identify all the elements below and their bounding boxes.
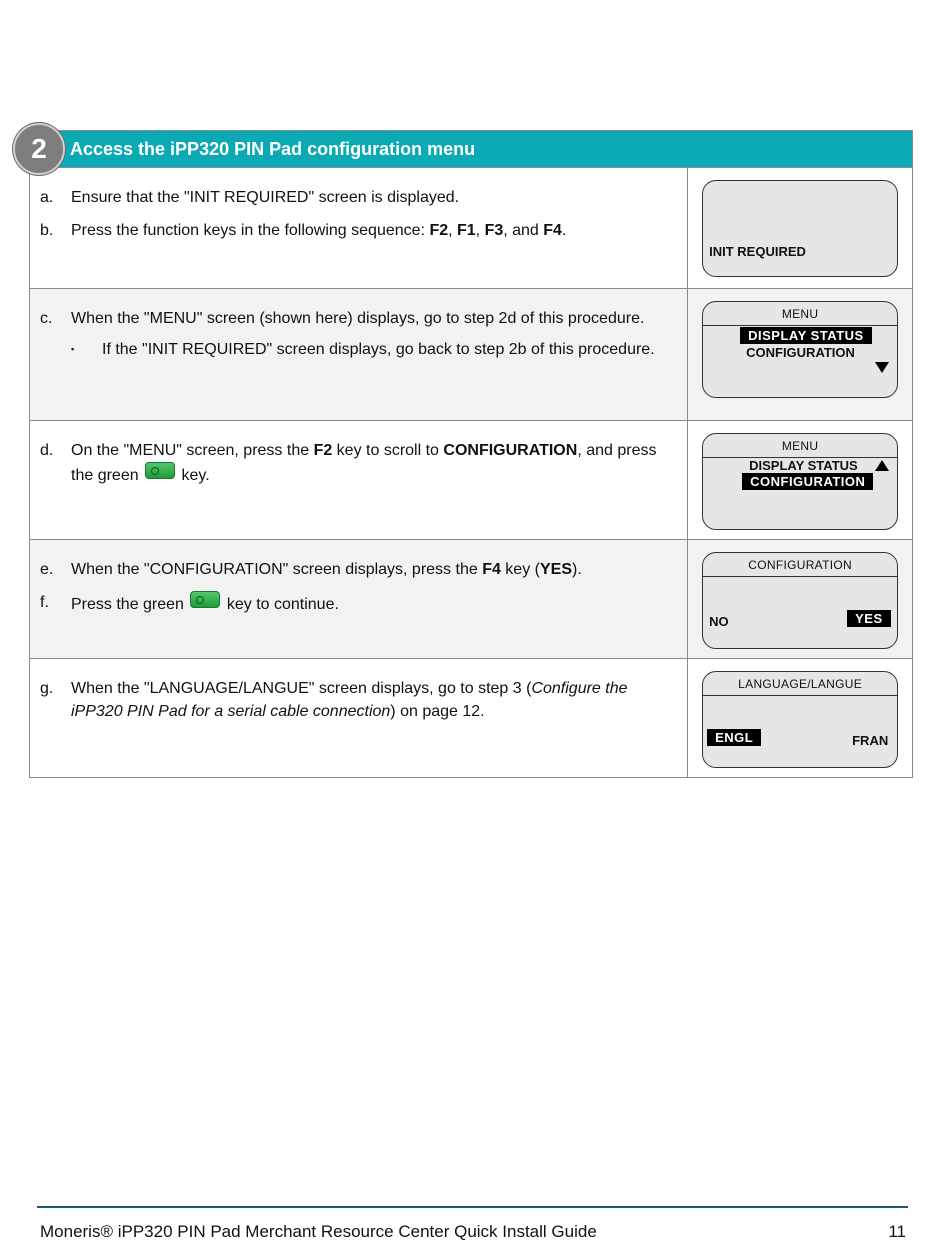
text-fragment: ). [572, 561, 582, 578]
step-header [30, 131, 912, 168]
screen-option-yes-selected: YES [847, 610, 891, 627]
instruction-item [40, 591, 667, 616]
instruction-text-cell [30, 421, 688, 539]
pinpad-screen-menu-config-selected [702, 433, 898, 530]
step-title: Access the iPP320 PIN Pad configuration menu [70, 139, 476, 159]
item-text [71, 677, 667, 723]
pinpad-screen-menu [702, 301, 898, 398]
text-fragment: F2 [313, 442, 333, 459]
step-section [29, 130, 913, 778]
screen-item-configuration-selected: CONFIGURATION [742, 473, 873, 490]
text-fragment: . [561, 222, 567, 239]
pinpad-screen-configuration [702, 552, 898, 649]
text-fragment: , [475, 222, 485, 239]
footer-title: Moneris® iPP320 PIN Pad Merchant Resource Center Quick Install Guide [40, 1222, 597, 1241]
scroll-down-arrow-icon [875, 362, 889, 373]
screen-cell [688, 168, 912, 288]
screen-title: MENU [703, 434, 897, 458]
text-fragment: Press the green [71, 596, 189, 613]
item-text [71, 558, 667, 581]
item-label: g. [40, 680, 54, 697]
instruction-item [40, 677, 667, 723]
text-fragment: F3 [484, 222, 504, 239]
instruction-item [40, 186, 667, 209]
text-fragment: F4 [482, 561, 501, 578]
green-key-icon [190, 591, 220, 608]
instruction-item [40, 439, 667, 487]
instruction-text-cell [30, 659, 688, 777]
instruction-row-d [30, 421, 912, 540]
text-fragment: F2 [429, 222, 449, 239]
screen-cell [688, 421, 912, 539]
footer-divider [37, 1206, 908, 1208]
text-fragment: When the "CONFIGURATION" screen displays, press the [71, 561, 483, 578]
item-text [71, 307, 667, 330]
instruction-row-ef [30, 540, 912, 659]
text-fragment: CONFIGURATION [443, 442, 578, 459]
screen-item-display-status-selected: DISPLAY STATUS [740, 327, 872, 344]
instruction-item [40, 558, 667, 581]
screen-cell [688, 540, 912, 658]
item-label: f. [40, 594, 49, 611]
instruction-row-g [30, 659, 912, 778]
instruction-text-cell [30, 289, 688, 420]
item-label: a. [40, 189, 54, 206]
text-fragment: When the "MENU" screen (shown here) displays, go to step 2d of this procedure. [71, 310, 645, 327]
instruction-item [40, 219, 667, 242]
text-fragment: F1 [457, 222, 476, 239]
text-fragment: ) on page 12. [390, 703, 485, 720]
pinpad-screen-language [702, 671, 898, 768]
screen-item-configuration: CONFIGURATION [746, 345, 855, 360]
screen-option-engl-selected: ENGL [707, 729, 761, 746]
bullet-mark-icon: ▪ [71, 344, 75, 354]
screen-cell [688, 289, 912, 420]
pinpad-screen-init [702, 180, 898, 277]
item-text [71, 186, 667, 209]
page-number: 11 [888, 1222, 906, 1241]
item-label: b. [40, 222, 54, 239]
scroll-up-arrow-icon [875, 460, 889, 471]
item-label: e. [40, 561, 54, 578]
green-key-icon [145, 462, 175, 479]
item-text [71, 439, 667, 487]
instruction-item [40, 307, 667, 330]
item-text [71, 591, 667, 616]
screen-title: MENU [703, 302, 897, 326]
text-fragment: key ( [500, 561, 540, 578]
text-fragment: Ensure that the "INIT REQUIRED" screen is displayed. [71, 189, 460, 206]
bullet-text: If the "INIT REQUIRED" screen displays, go back to step 2b of this procedure. [102, 341, 655, 358]
text-fragment: , and [503, 222, 544, 239]
text-fragment: Press the function keys in the following sequence: [71, 222, 430, 239]
screen-option-fran: FRAN [852, 733, 889, 748]
text-fragment: key to scroll to [332, 442, 444, 459]
bullet-item [71, 338, 667, 361]
text-fragment: key. [177, 467, 210, 484]
item-text [71, 219, 667, 242]
item-label: d. [40, 442, 54, 459]
text-fragment: F4 [543, 222, 562, 239]
screen-item-display-status: DISPLAY STATUS [749, 458, 858, 473]
text-fragment: , and press the green [71, 442, 657, 484]
text-fragment: On the "MENU" screen, press the [71, 442, 314, 459]
screen-title: CONFIGURATION [703, 553, 897, 577]
screen-cell [688, 659, 912, 777]
text-fragment: key to continue. [222, 596, 339, 613]
instruction-text-cell [30, 540, 688, 658]
text-fragment: Configure the iPP320 PIN Pad for a serial cable connection [71, 680, 628, 720]
item-label: c. [40, 310, 53, 327]
instruction-row-ab [30, 168, 912, 289]
screen-text-init-required: INIT REQUIRED [709, 244, 806, 259]
step-number-badge: 2 [13, 123, 65, 175]
instruction-row-c [30, 289, 912, 421]
text-fragment: YES [539, 561, 572, 578]
instruction-text-cell [30, 168, 688, 288]
screen-title: LANGUAGE/LANGUE [703, 672, 897, 696]
text-fragment: , [448, 222, 457, 239]
text-fragment: When the "LANGUAGE/LANGUE" screen displays, go to step 3 ( [71, 680, 532, 697]
screen-option-no: NO [709, 614, 729, 629]
